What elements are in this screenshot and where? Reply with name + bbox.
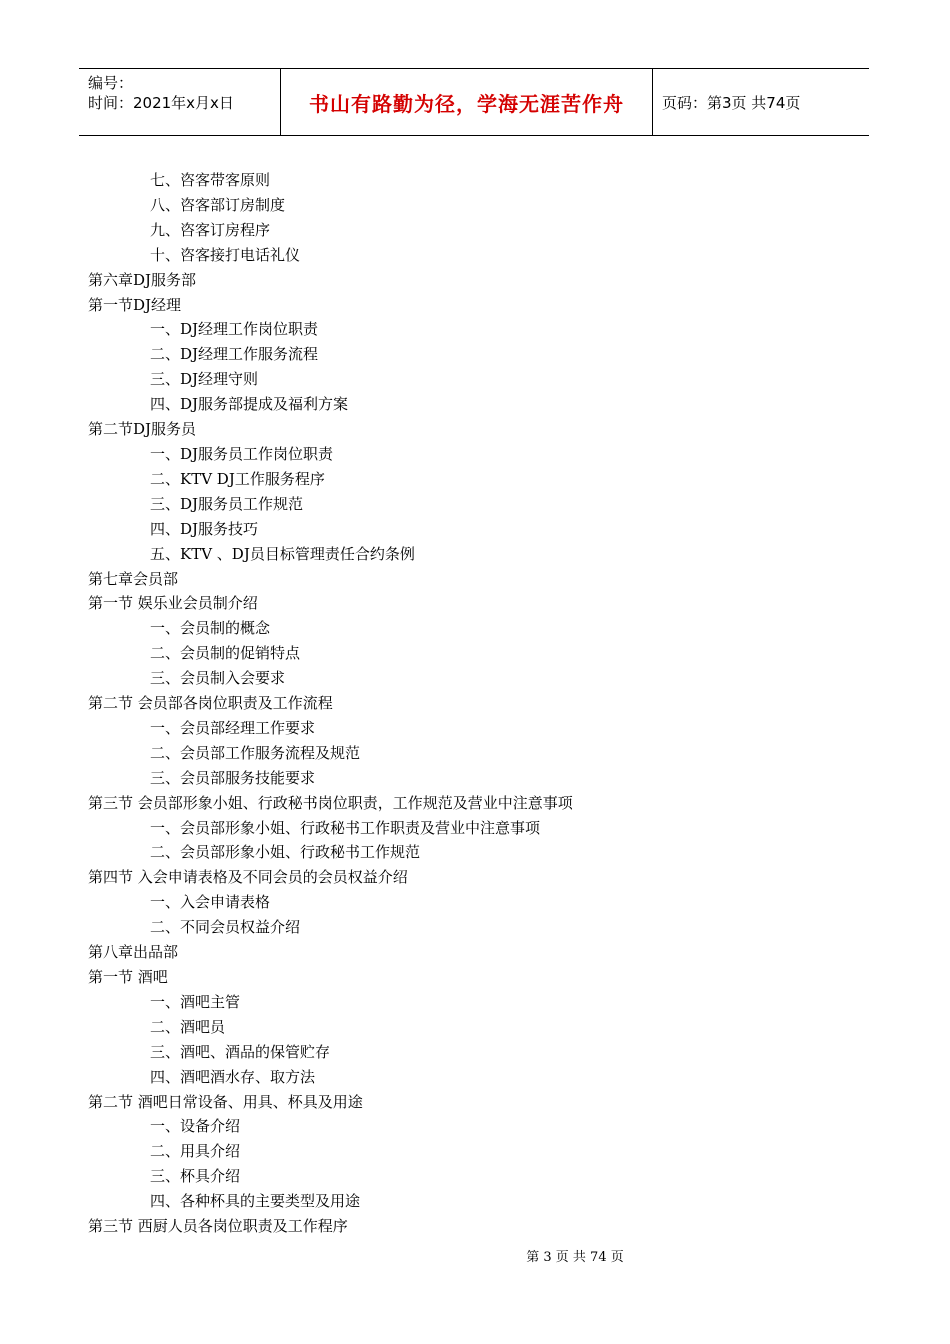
toc-heading: 第二节DJ服务员 [88,420,197,439]
toc-heading: 第四节 入会申请表格及不同会员的会员权益介绍 [88,868,408,887]
toc-item: 三、会员制入会要求 [150,669,286,688]
toc-item: 九、咨客订房程序 [150,220,271,239]
page-footer [0,1246,950,1265]
toc-heading: 第一节 酒吧 [88,968,168,986]
toc-item: 三、酒吧、酒品的保管贮存 [150,1042,331,1061]
toc-item: 四、DJ服务部提成及福利方案 [150,395,349,414]
header-motto: 书山有路勤为径，学海无涯苦作舟 [281,69,653,135]
toc-item: 十、咨客接打电话礼仪 [150,245,301,264]
document-date-label: 时间：2021年x月x日 [88,94,234,112]
header-page-info: 页码：第3页 共74页 [662,93,801,112]
toc-item: 一、会员部经理工作要求 [150,718,316,737]
toc-item: 二、会员制的促销特点 [150,644,301,663]
toc-item: 一、会员部形象小姐、行政秘书工作职责及营业中注意事项 [150,818,541,837]
toc-item: 二、用具介绍 [150,1142,241,1161]
toc-item: 三、杯具介绍 [150,1167,241,1186]
toc-heading: 第一节DJ经理 [88,295,182,314]
toc-item: 一、DJ服务员工作岗位职责 [150,444,334,463]
toc-heading: 第一节 娱乐业会员制介绍 [88,594,258,613]
toc-item: 二、KTV DJ工作服务程序 [150,469,325,488]
toc-item: 一、DJ经理工作岗位职责 [150,320,319,339]
toc-heading: 第三节 西厨人员各岗位职责及工作程序 [88,1217,348,1236]
toc-item: 二、会员部工作服务流程及规范 [150,743,361,762]
document-number-label: 编号： [88,74,134,92]
toc-item: 四、各种杯具的主要类型及用途 [150,1192,361,1211]
toc-heading: 第七章会员部 [88,569,179,588]
toc-item: 三、DJ服务员工作规范 [150,494,304,513]
toc-heading: 第二节 酒吧日常设备、用具、杯具及用途 [88,1092,363,1111]
toc-item: 七、咨客带客原则 [150,171,271,189]
footer-page-number: 第 3 页 共 74 页 [526,1250,624,1265]
toc-item: 一、入会申请表格 [150,893,271,912]
toc-item: 四、酒吧酒水存、取方法 [150,1067,316,1086]
toc-item: 三、会员部服务技能要求 [150,768,316,787]
toc-heading: 第二节 会员部各岗位职责及工作流程 [88,694,333,713]
toc-item: 一、酒吧主管 [150,992,241,1011]
toc-heading: 第八章出品部 [88,943,179,962]
toc-heading: 第六章DJ服务部 [88,270,197,289]
toc-item: 二、酒吧员 [150,1017,226,1036]
toc-heading: 第三节 会员部形象小姐、行政秘书岗位职责，工作规范及营业中注意事项 [88,793,573,812]
toc-item: 五、KTV 、DJ员目标管理责任合约条例 [150,544,415,563]
toc-item: 三、DJ经理守则 [150,370,259,389]
toc-item: 一、会员制的概念 [150,619,271,638]
toc-item: 二、DJ经理工作服务流程 [150,345,319,364]
toc-item: 八、咨客部订房制度 [150,195,286,214]
toc-item: 四、DJ服务技巧 [150,519,259,538]
toc-item: 二、不同会员权益介绍 [150,918,301,937]
toc-item: 二、会员部形象小姐、行政秘书工作规范 [150,843,421,862]
page-header [79,68,869,136]
header-meta [79,69,281,135]
toc-item: 一、设备介绍 [150,1117,241,1136]
table-of-contents [88,168,868,1239]
